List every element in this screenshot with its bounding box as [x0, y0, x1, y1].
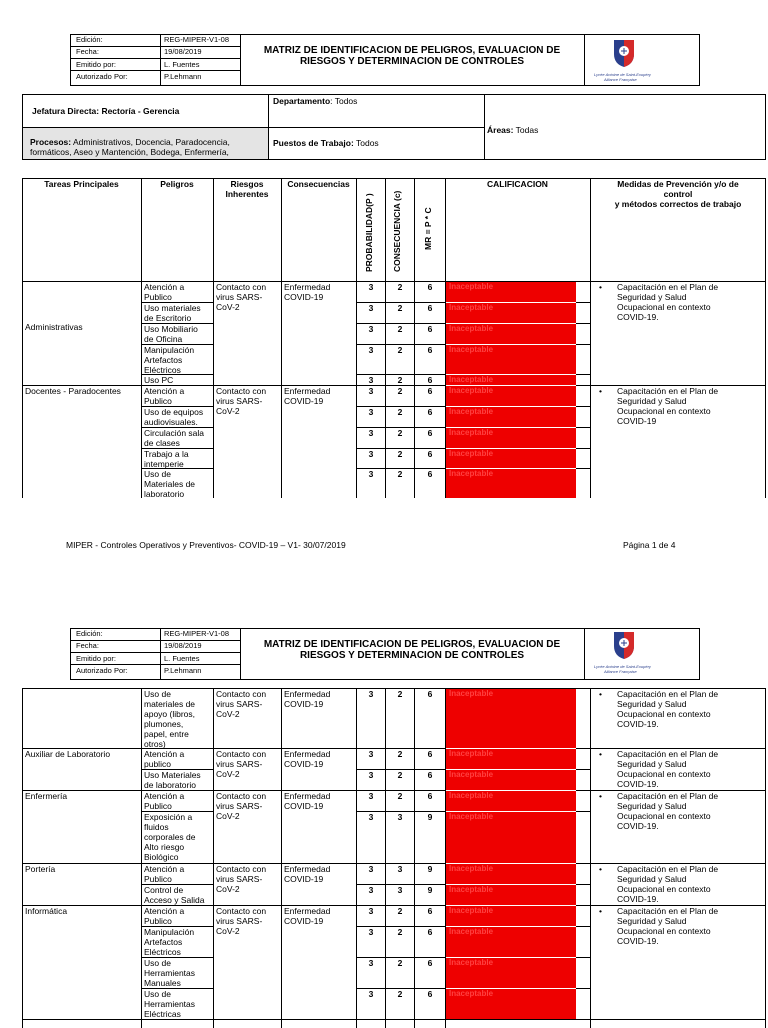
peligro-item: Atención a Publico — [144, 791, 185, 811]
fecha-value: 19/08/2019 — [164, 47, 202, 56]
score-c: 2 — [397, 791, 403, 801]
bullet-icon: • — [599, 791, 602, 801]
riesgo-inherente: Contacto con virus SARS- CoV-2 — [216, 791, 267, 821]
score-c: 2 — [397, 906, 403, 916]
score-c: 3 — [397, 812, 403, 822]
score-mr: 6 — [427, 927, 433, 937]
jefatura-directa: Jefatura Directa: Rectoría - Gerencia — [32, 106, 180, 116]
score-p: 3 — [368, 345, 374, 355]
riesgo-inherente: Contacto con virus SARS- CoV-2 — [216, 749, 267, 779]
consecuencia: Enfermedad COVID-19 — [284, 689, 331, 709]
score-p: 3 — [368, 770, 374, 780]
score-mr: 6 — [427, 407, 433, 417]
calificacion-label: Inaceptable — [449, 989, 494, 998]
medida-prevencion: Capacitación en el Plan de Seguridad y Salud Ocupacional en contexto COVID-19. — [617, 689, 719, 729]
calificacion-label: Inaceptable — [449, 303, 494, 312]
score-c: 2 — [397, 428, 403, 438]
edicion-value: REG-MIPER-V1-08 — [164, 35, 230, 44]
score-c: 2 — [397, 386, 403, 396]
score-c: 3 — [397, 864, 403, 874]
tarea-porteria: Portería — [25, 864, 56, 874]
score-p: 3 — [368, 449, 374, 459]
bullet-icon: • — [599, 749, 602, 759]
medida-prevencion: Capacitación en el Plan de Seguridad y Salud Ocupacional en contexto COVID-19. — [617, 282, 719, 322]
calificacion-label: Inaceptable — [449, 386, 494, 395]
score-c: 2 — [397, 375, 403, 385]
score-p: 3 — [368, 864, 374, 874]
peligro-item: Uso de Herramientas Eléctricas — [144, 989, 196, 1019]
score-mr: 9 — [427, 864, 433, 874]
document-title: MATRIZ DE IDENTIFICACION DE PELIGROS, EVALUACION DE RIESGOS Y DETERMINACION DE CONTROLES — [263, 45, 561, 67]
score-c: 2 — [397, 345, 403, 355]
peligro-item: Atención a publico — [144, 749, 185, 769]
score-c: 2 — [397, 407, 403, 417]
peligro-item: Control de Acceso y Salida — [144, 885, 205, 905]
peligro-item: Atención a Publico — [144, 864, 185, 884]
score-p: 3 — [368, 791, 374, 801]
consecuencia: Enfermedad COVID-19 — [284, 864, 331, 884]
puestos-trabajo: Puestos de Trabajo: Todos — [273, 138, 379, 148]
calificacion-label: Inaceptable — [449, 282, 494, 291]
tarea-administrativas: Administrativas — [25, 322, 83, 332]
medida-prevencion: Capacitación en el Plan de Seguridad y Salud Ocupacional en contexto COVID-19. — [617, 864, 719, 904]
calificacion-label: Inaceptable — [449, 812, 494, 821]
edicion-label: Edición: — [76, 35, 103, 44]
riesgo-inherente: Contacto con virus SARS- CoV-2 — [216, 864, 267, 894]
logo-caption: Lycée Antoine de Saint-Exupéry Alliance Française — [594, 72, 651, 82]
page-number: Página 1 de 4 — [623, 540, 676, 550]
peligro-item: Uso Materiales de laboratorio — [144, 770, 201, 790]
score-mr: 6 — [427, 469, 433, 479]
procesos: Procesos: Administrativos, Docencia, Paradocencia, formáticos, Aseo y Mantención, Bodega, Enfermería, — [30, 137, 230, 157]
score-c: 2 — [397, 927, 403, 937]
peligro-item: Manipulación Artefactos Eléctricos — [144, 927, 195, 957]
consecuencia: Enfermedad COVID-19 — [284, 906, 331, 926]
emitido-value: L. Fuentes — [164, 60, 200, 69]
score-mr: 6 — [427, 958, 433, 968]
score-p: 3 — [368, 812, 374, 822]
departamento: Departamento: Todos — [273, 96, 358, 106]
tarea-informatica: Informática — [25, 906, 68, 916]
calificacion-label: Inaceptable — [449, 324, 494, 333]
peligro-item: Exposición a fluidos corporales de Alto riesgo Biológico — [144, 812, 196, 862]
peligro-item: Uso Mobiliario de Oficina — [144, 324, 198, 344]
peligro-item: Manipulación Artefactos Eléctricos — [144, 345, 195, 375]
score-c: 3 — [397, 885, 403, 895]
score-mr: 6 — [427, 689, 433, 699]
score-c: 2 — [397, 324, 403, 334]
score-mr: 6 — [427, 749, 433, 759]
score-c: 2 — [397, 282, 403, 292]
autorizado-label: Autorizado Por: — [76, 72, 128, 81]
score-p: 3 — [368, 958, 374, 968]
emitido-label: Emitido por: — [76, 654, 117, 663]
score-p: 3 — [368, 469, 374, 479]
fecha-label: Fecha: — [76, 47, 99, 56]
score-mr: 6 — [427, 791, 433, 801]
fecha-label: Fecha: — [76, 641, 99, 650]
emitido-label: Emitido por: — [76, 60, 117, 69]
calificacion-label: Inaceptable — [449, 407, 494, 416]
bullet-icon: • — [599, 386, 602, 396]
score-p: 3 — [368, 428, 374, 438]
calificacion-label: Inaceptable — [449, 449, 494, 458]
score-p: 3 — [368, 386, 374, 396]
score-c: 2 — [397, 469, 403, 479]
peligro-item: Circulación sala de clases — [144, 428, 204, 448]
score-mr: 6 — [427, 770, 433, 780]
calificacion-label: Inaceptable — [449, 345, 494, 354]
peligro-item: Uso de materiales de apoyo (libros, plumones, papel, entre otros) — [144, 689, 196, 749]
peligro-item: Atención a Publico — [144, 282, 185, 302]
peligro-item: Atención a Publico — [144, 906, 185, 926]
tarea-auxiliar-laboratorio: Auxiliar de Laboratorio — [25, 749, 111, 759]
score-c: 2 — [397, 449, 403, 459]
score-c: 2 — [397, 989, 403, 999]
score-mr: 6 — [427, 324, 433, 334]
calificacion-label: Inaceptable — [449, 906, 494, 915]
score-p: 3 — [368, 749, 374, 759]
score-c: 2 — [397, 303, 403, 313]
score-mr: 6 — [427, 428, 433, 438]
score-p: 3 — [368, 689, 374, 699]
score-p: 3 — [368, 375, 374, 385]
calificacion-label: Inaceptable — [449, 375, 494, 384]
score-c: 2 — [397, 749, 403, 759]
school-logo-icon — [612, 630, 636, 665]
peligro-item: Uso de Herramientas Manuales — [144, 958, 196, 988]
score-p: 3 — [368, 906, 374, 916]
score-mr: 6 — [427, 386, 433, 396]
consecuencia: Enfermedad COVID-19 — [284, 282, 331, 302]
peligro-item: Atención a Publico — [144, 386, 185, 406]
medida-prevencion: Capacitación en el Plan de Seguridad y Salud Ocupacional en contexto COVID-19 — [617, 386, 719, 426]
autorizado-value: P.Lehmann — [164, 72, 202, 81]
autorizado-value: P.Lehmann — [164, 666, 202, 675]
calificacion-label: Inaceptable — [449, 864, 494, 873]
score-p: 3 — [368, 282, 374, 292]
logo-caption: Lycée Antoine de Saint-Exupéry Alliance Française — [594, 664, 651, 674]
bullet-icon: • — [599, 689, 602, 699]
score-p: 3 — [368, 407, 374, 417]
score-p: 3 — [368, 927, 374, 937]
riesgo-inherente: Contacto con virus SARS- CoV-2 — [216, 282, 267, 312]
footer-left: MIPER - Controles Operativos y Preventivos- COVID-19 – V1- 30/07/2019 — [66, 540, 346, 550]
riesgo-inherente: Contacto con virus SARS- CoV-2 — [216, 906, 267, 936]
autorizado-label: Autorizado Por: — [76, 666, 128, 675]
tarea-enfermeria: Enfermería — [25, 791, 68, 801]
calificacion-label: Inaceptable — [449, 428, 494, 437]
calificacion-label: Inaceptable — [449, 791, 494, 800]
score-c: 2 — [397, 689, 403, 699]
score-p: 3 — [368, 303, 374, 313]
col-calificacion: CALIFICACION — [487, 179, 548, 189]
calificacion-label: Inaceptable — [449, 885, 494, 894]
areas: Áreas: Todas — [487, 125, 539, 135]
score-mr: 9 — [427, 812, 433, 822]
medida-prevencion: Capacitación en el Plan de Seguridad y Salud Ocupacional en contexto COVID-19. — [617, 749, 719, 789]
calificacion-red-block — [446, 689, 576, 1019]
col-mr: MR = P * C — [423, 207, 433, 250]
score-mr: 6 — [427, 449, 433, 459]
edicion-label: Edición: — [76, 629, 103, 638]
edicion-value: REG-MIPER-V1-08 — [164, 629, 230, 638]
score-mr: 6 — [427, 303, 433, 313]
calificacion-label: Inaceptable — [449, 469, 494, 478]
peligro-item: Uso de equipos audiovisuales. — [144, 407, 204, 427]
score-c: 2 — [397, 770, 403, 780]
medida-prevencion: Capacitación en el Plan de Seguridad y Salud Ocupacional en contexto COVID-19. — [617, 791, 719, 831]
tarea-docentes: Docentes - Paradocentes — [25, 386, 121, 396]
col-consecuencias: Consecuencias — [287, 179, 350, 189]
school-logo-icon — [612, 38, 636, 73]
consecuencia: Enfermedad COVID-19 — [284, 386, 331, 406]
calificacion-label: Inaceptable — [449, 770, 494, 779]
calificacion-label: Inaceptable — [449, 958, 494, 967]
bullet-icon: • — [599, 282, 602, 292]
bullet-icon: • — [599, 864, 602, 874]
calificacion-label: Inaceptable — [449, 689, 494, 698]
peligro-item: Uso de Materiales de laboratorio — [144, 469, 196, 499]
col-peligros: Peligros — [160, 179, 194, 189]
peligro-item: Uso PC — [144, 375, 174, 385]
score-p: 3 — [368, 324, 374, 334]
col-consecuencia: CONSECUENCIA (c) — [392, 190, 402, 272]
calificacion-label: Inaceptable — [449, 927, 494, 936]
score-mr: 6 — [427, 375, 433, 385]
riesgo-inherente: Contacto con virus SARS- CoV-2 — [216, 386, 267, 416]
riesgo-inherente: Contacto con virus SARS- CoV-2 — [216, 689, 267, 719]
consecuencia: Enfermedad COVID-19 — [284, 749, 331, 769]
col-riesgos: Riesgos Inherentes — [225, 179, 269, 199]
score-mr: 6 — [427, 906, 433, 916]
score-mr: 9 — [427, 885, 433, 895]
peligro-item: Uso materiales de Escritorio — [144, 303, 201, 323]
score-p: 3 — [368, 885, 374, 895]
col-medidas: Medidas de Prevención y/o de control y métodos correctos de trabajo — [614, 179, 742, 209]
calificacion-label: Inaceptable — [449, 749, 494, 758]
document-title: MATRIZ DE IDENTIFICACION DE PELIGROS, EVALUACION DE RIESGOS Y DETERMINACION DE CONTROLES — [263, 639, 561, 661]
emitido-value: L. Fuentes — [164, 654, 200, 663]
col-probabilidad: PROBABILIDAD(P ) — [364, 193, 374, 272]
score-mr: 6 — [427, 345, 433, 355]
score-c: 2 — [397, 958, 403, 968]
peligro-item: Trabajo a la intemperie — [144, 449, 189, 469]
bullet-icon: • — [599, 906, 602, 916]
fecha-value: 19/08/2019 — [164, 641, 202, 650]
medida-prevencion: Capacitación en el Plan de Seguridad y Salud Ocupacional en contexto COVID-19. — [617, 906, 719, 946]
consecuencia: Enfermedad COVID-19 — [284, 791, 331, 811]
score-p: 3 — [368, 989, 374, 999]
col-tareas: Tareas Principales — [44, 179, 119, 189]
score-mr: 6 — [427, 282, 433, 292]
score-mr: 6 — [427, 989, 433, 999]
